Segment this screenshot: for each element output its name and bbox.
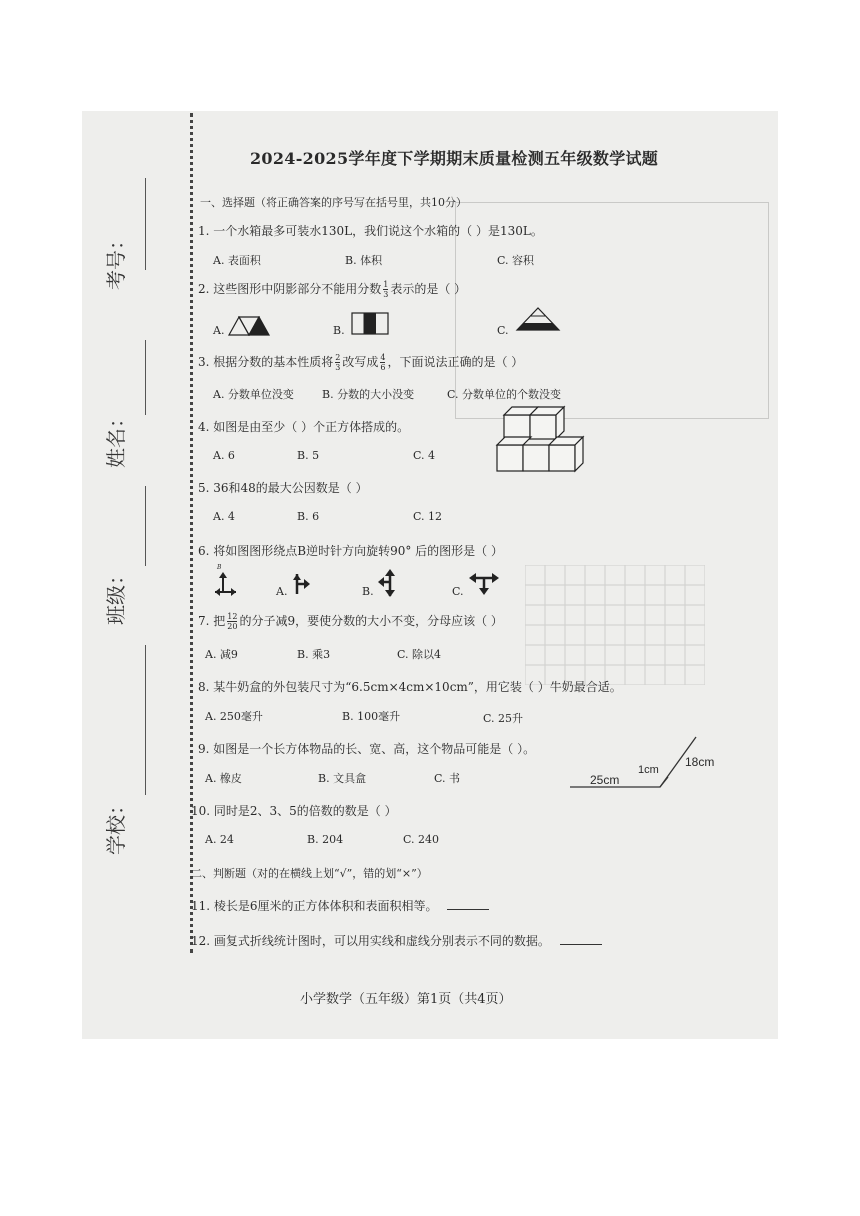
q8-option-a: A. 250毫升 <box>205 710 263 723</box>
q6-original-figure <box>212 570 238 596</box>
q8-option-b: B. 100毫升 <box>342 710 401 723</box>
q3-stem <box>198 353 523 372</box>
q2-option-b: B. <box>333 324 345 337</box>
q9-stem: 9. 如图是一个长方体物品的长、宽、高，这个物品可能是（ ）。 <box>198 742 536 756</box>
q4-option-b: B. 5 <box>297 449 320 462</box>
q6-option-b: B. <box>362 585 374 598</box>
line-school <box>145 645 146 795</box>
q6-option-a: A. <box>276 585 288 598</box>
q9-option-b: B. 文具盒 <box>318 772 367 785</box>
q7-option-c: C. 除以4 <box>397 648 442 661</box>
q4-cube-figure <box>495 403 591 473</box>
q10-option-b: B. 204 <box>307 833 344 846</box>
q4-option-a: A. 6 <box>213 449 235 462</box>
q1-option-c: C. 容积 <box>497 254 535 267</box>
line-class <box>145 486 146 566</box>
q1-stem: 1. 一个水箱最多可装水130L，我们说这个水箱的（ ）是130L。 <box>198 224 543 238</box>
q12-text: 12. 画复式折线统计图时，可以用实线和虚线分别表示不同的数据。 <box>191 934 550 948</box>
q12-answer-blank[interactable] <box>560 934 602 945</box>
q10-stem: 10. 同时是2、3、5的倍数的数是（ ） <box>191 804 397 818</box>
q3-stem-pre: 3. 根据分数的基本性质将 <box>198 355 334 369</box>
q7-option-b: B. 乘3 <box>297 648 331 661</box>
q3-f2-den: 6 <box>380 363 386 372</box>
q9-length-label: 25cm <box>590 773 620 787</box>
q7-frac-den: 20 <box>227 622 238 631</box>
q3-stem-mid: 改写成 <box>342 355 379 369</box>
exam-title: 2024-2025学年度下学期期末质量检测五年级数学试题 <box>250 149 659 168</box>
q9-option-a: A. 橡皮 <box>205 772 242 785</box>
q7-stem-pre: 7. 把 <box>198 614 226 628</box>
q3-stem-post: ，下面说法正确的是（ ） <box>387 355 524 369</box>
q7-fraction <box>227 612 237 631</box>
q3-option-c: C. 分数单位的个数没变 <box>447 388 562 401</box>
q9-width-label: 1cm <box>638 764 659 776</box>
q5-option-a: A. 4 <box>213 510 235 523</box>
q6-figure-a <box>292 572 312 596</box>
q11-text: 11. 棱长是6厘米的正方体体积和表面积相等。 <box>191 899 438 913</box>
q2-figure-a <box>228 316 274 336</box>
label-class: 班级： <box>104 565 128 625</box>
q3-option-a: A. 分数单位没变 <box>213 388 294 401</box>
q4-stem: 4. 如图是由至少（ ）个正方体搭成的。 <box>198 420 410 434</box>
label-number: 考号： <box>104 230 128 290</box>
q7-frac-num: 12 <box>227 612 238 621</box>
q3-option-b: B. 分数的大小没变 <box>322 388 415 401</box>
label-school: 学校： <box>104 795 128 855</box>
q2-frac-den: 3 <box>383 290 389 299</box>
q6-stem: 6. 将如图图形绕点B逆时针方向旋转90° 后的图形是（ ） <box>198 544 503 558</box>
q2-option-a: A. <box>213 324 225 337</box>
q10-option-c: C. 240 <box>403 833 440 846</box>
q2-stem-pre: 2. 这些图形中阴影部分不能用分数 <box>198 282 382 296</box>
line-name <box>145 340 146 415</box>
q5-option-c: C. 12 <box>413 510 443 523</box>
q2-figure-c <box>515 306 561 332</box>
q2-option-c: C. <box>497 324 509 337</box>
section-2-heading: 二、判断题（对的在横线上划“√”，错的划“×”） <box>191 867 428 880</box>
q6-figure-b <box>376 568 402 598</box>
q11-answer-blank[interactable] <box>447 899 489 910</box>
bleed-through-grid <box>525 565 705 685</box>
q2-stem-post: 表示的是（ ） <box>390 282 467 296</box>
binding-dotted-line <box>190 113 193 953</box>
q6-option-c: C. <box>452 585 464 598</box>
q3-fraction-1 <box>335 353 340 372</box>
q10-option-a: A. 24 <box>205 833 234 846</box>
q2-fraction <box>383 280 388 299</box>
q7-stem-post: 的分子减9，要使分数的大小不变，分母应该（ ） <box>239 614 503 628</box>
q4-option-c: C. 4 <box>413 449 436 462</box>
page-footer: 小学数学（五年级）第1页（共4页） <box>300 992 512 1007</box>
q2-figure-b <box>351 312 391 336</box>
q8-stem: 8. 某牛奶盒的外包装尺寸为“6.5cm×4cm×10cm”，用它装（ ）牛奶最合适。 <box>198 680 622 694</box>
q3-f1-den: 3 <box>335 363 341 372</box>
q5-stem: 5. 36和48的最大公因数是（ ） <box>198 481 368 495</box>
q1-option-a: A. 表面积 <box>213 254 261 267</box>
q2-frac-num: 1 <box>383 280 389 289</box>
q5-option-b: B. 6 <box>297 510 320 523</box>
q6-point-b-label: B <box>217 564 222 571</box>
label-name: 姓名： <box>104 408 128 468</box>
q7-option-a: A. 减9 <box>205 648 238 661</box>
q11-stem <box>191 897 489 914</box>
section-1-heading: 一、选择题（将正确答案的序号写在括号里，共10分） <box>200 196 467 209</box>
q9-height-label: 18cm <box>685 755 715 769</box>
q3-f2-num: 4 <box>380 353 386 362</box>
q9-option-c: C. 书 <box>434 772 461 785</box>
q8-option-c: C. 25升 <box>483 712 524 725</box>
q12-stem <box>191 932 602 949</box>
q6-figure-c <box>468 572 500 596</box>
q7-stem <box>198 612 503 631</box>
q2-stem <box>198 280 466 299</box>
q3-f1-num: 2 <box>335 353 341 362</box>
q3-fraction-2 <box>380 353 385 372</box>
line-number <box>145 178 146 270</box>
q1-option-b: B. 体积 <box>345 254 383 267</box>
